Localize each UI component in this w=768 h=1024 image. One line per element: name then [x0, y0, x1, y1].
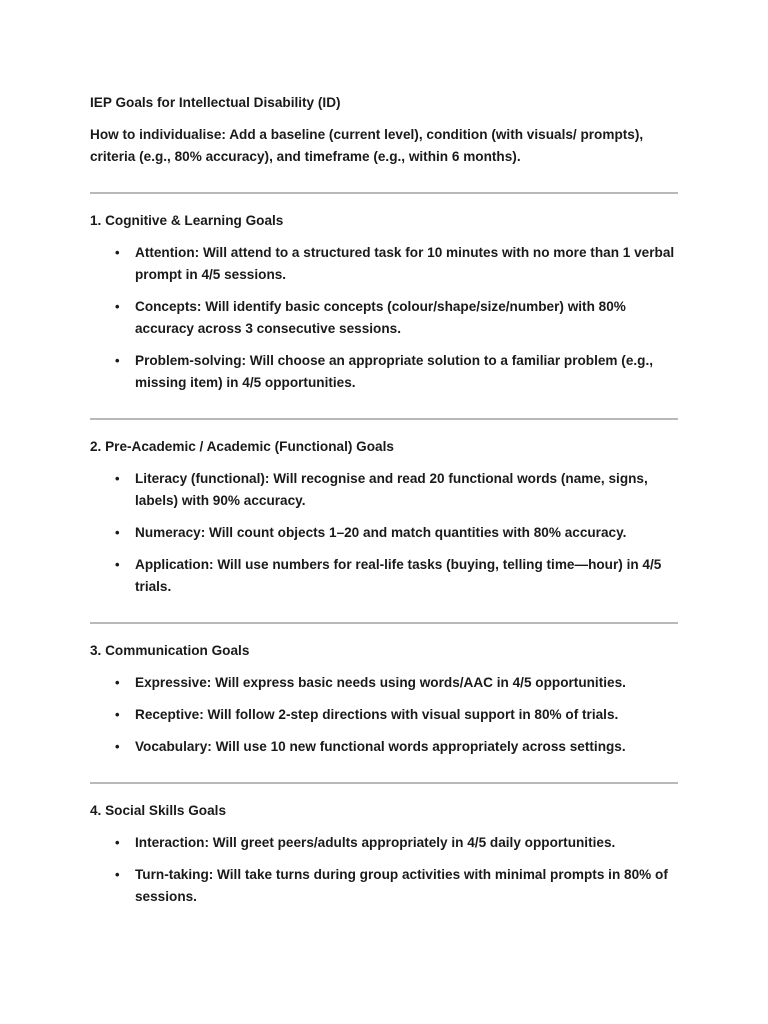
bullet-icon: • — [115, 245, 120, 260]
goal-text: Application: Will use numbers for real-life tasks (buying, telling time—hour) in 4/5 trials. — [135, 557, 662, 594]
goal-item — [90, 522, 680, 544]
document-title: IEP Goals for Intellectual Disability (ID) — [90, 95, 341, 110]
document-page — [90, 92, 680, 908]
goal-item — [90, 672, 680, 694]
section-heading: 2. Pre-Academic / Academic (Functional) Goals — [90, 439, 394, 454]
section-divider — [90, 782, 678, 784]
goal-item — [90, 242, 680, 286]
section-social-skills — [90, 800, 680, 908]
goal-text: Vocabulary: Will use 10 new functional words appropriately across settings. — [135, 739, 626, 754]
goal-text: Numeracy: Will count objects 1–20 and match quantities with 80% accuracy. — [135, 525, 627, 540]
goal-text: Interaction: Will greet peers/adults appropriately in 4/5 daily opportunities. — [135, 835, 616, 850]
bullet-icon: • — [115, 675, 120, 690]
goal-text: Problem-solving: Will choose an appropriate solution to a familiar problem (e.g., missing item) in 4/5 opportunities. — [135, 353, 654, 390]
section-heading: 1. Cognitive & Learning Goals — [90, 213, 284, 228]
goal-item — [90, 554, 680, 598]
bullet-icon: • — [115, 471, 120, 486]
intro-paragraph: How to individualise: Add a baseline (current level), condition (with visuals/ prompts), criteria (e.g., 80% accuracy), and timeframe (e.g., within 6 months). — [90, 127, 644, 164]
section-cognitive-learning — [90, 210, 680, 394]
bullet-icon: • — [115, 557, 120, 572]
goal-text: Turn-taking: Will take turns during group activities with minimal prompts in 80% of sessions. — [135, 867, 668, 904]
goal-text: Receptive: Will follow 2-step directions with visual support in 80% of trials. — [135, 707, 619, 722]
bullet-icon: • — [115, 707, 120, 722]
bullet-icon: • — [115, 299, 120, 314]
goal-list — [90, 242, 680, 394]
goal-item — [90, 296, 680, 340]
bullet-icon: • — [115, 739, 120, 754]
section-divider — [90, 622, 678, 624]
section-heading: 3. Communication Goals — [90, 643, 250, 658]
section-communication — [90, 640, 680, 758]
goal-item — [90, 468, 680, 512]
goal-text: Attention: Will attend to a structured task for 10 minutes with no more than 1 verbal prompt in 4/5 sessions. — [135, 245, 675, 282]
bullet-icon: • — [115, 525, 120, 540]
goal-text: Concepts: Will identify basic concepts (colour/shape/size/number) with 80% accuracy across 3 consecutive sessions. — [135, 299, 626, 336]
section-divider — [90, 418, 678, 420]
bullet-icon: • — [115, 835, 120, 850]
goal-item — [90, 704, 680, 726]
goal-item — [90, 864, 680, 908]
goal-item — [90, 832, 680, 854]
goal-text: Literacy (functional): Will recognise and read 20 functional words (name, signs, labels) with 90% accuracy. — [135, 471, 648, 508]
section-divider — [90, 192, 678, 194]
bullet-icon: • — [115, 353, 120, 368]
section-heading: 4. Social Skills Goals — [90, 803, 227, 818]
goal-text: Expressive: Will express basic needs using words/AAC in 4/5 opportunities. — [135, 675, 626, 690]
bullet-icon: • — [115, 867, 120, 882]
goal-list — [90, 832, 680, 908]
goal-list — [90, 468, 680, 598]
goal-item — [90, 350, 680, 394]
goal-item — [90, 736, 680, 758]
goal-list — [90, 672, 680, 758]
section-pre-academic — [90, 436, 680, 598]
